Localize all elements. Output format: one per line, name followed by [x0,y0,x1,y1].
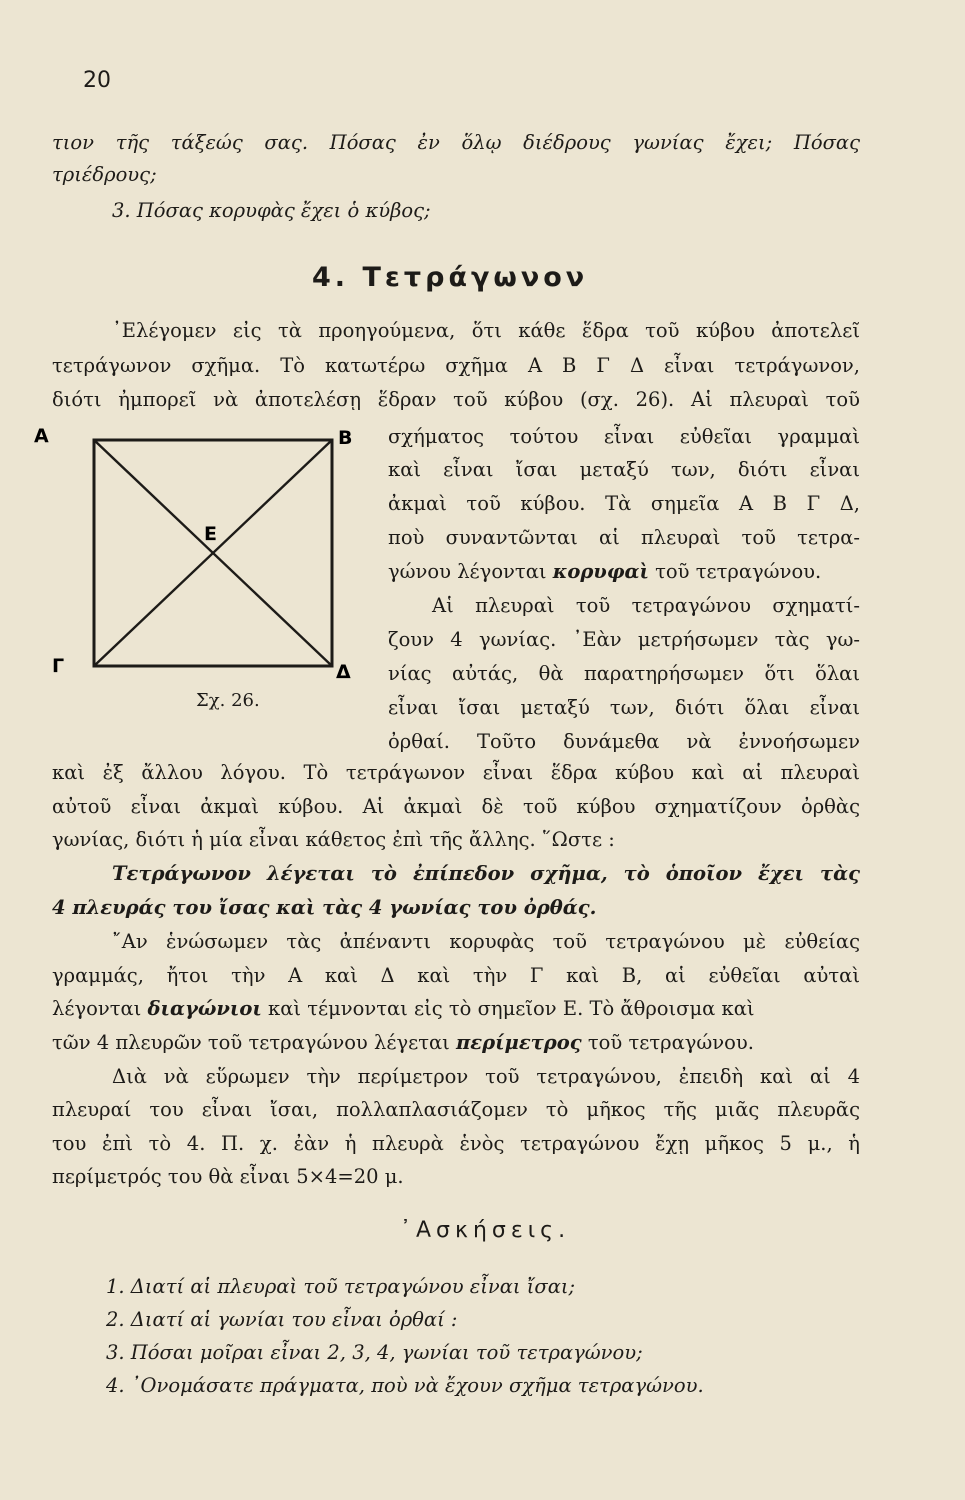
vertex-g-label: Γ [52,655,65,677]
exercises-heading: ᾿Ασκήσεις. [400,1218,571,1243]
text-line: Διὰ νὰ εὕρωμεν τὴν περίμετρον τοῦ τετραγώνου, ἐπειδὴ καὶ αἱ 4 [112,1065,860,1088]
vertex-d-label: Δ [336,661,351,683]
text-line: τριέδρους; [52,163,157,186]
text-line: αὐτοῦ εἶναι ἀκμαὶ κύβου. Αἱ ἀκμαὶ δὲ τοῦ κύβου σχηματίζουν ὀρθὰς [52,795,860,818]
square-figure [26,418,366,718]
page-number: 20 [83,68,111,93]
text-line: ζουν 4 γωνίας. ᾿Εὰν μετρήσωμεν τὰς γω- [388,628,860,651]
text-line: γραμμάς, ἤτοι τὴν Α καὶ Δ καὶ τὴν Γ καὶ Β, αἱ εὐθεῖαι αὐταὶ [52,964,860,987]
center-label: Ε [204,523,217,545]
exercise-item: 4. ᾿Ονομάσατε πράγματα, ποὺ νὰ ἔχουν σχῆμα τετραγώνου. [106,1374,704,1397]
exercise-item: 2. Διατί αἱ γωνίαι του εἶναι ὀρθαί : [106,1308,458,1331]
text-line: ῎Αν ἑνώσωμεν τὰς ἀπέναντι κορυφὰς τοῦ τετραγώνου μὲ εὐθείας [112,930,860,953]
text-line: ποὺ συναντῶνται αἱ πλευραὶ τοῦ τετρα- [388,526,860,549]
vertex-a-label: Α [34,425,49,447]
term-diagonioi: διαγώνιοι [147,997,262,1020]
text-line: καὶ ἐξ ἄλλου λόγου. Τὸ τετράγωνον εἶναι ἕδρα κύβου καὶ αἱ πλευραὶ [52,761,860,784]
text-line: λέγονται διαγώνιοι καὶ τέμνονται εἰς τὸ σημεῖον Ε. Τὸ ἄθροισμα καὶ [52,997,755,1020]
text-line: ἀκμαὶ τοῦ κύβου. Τὰ σημεῖα Α Β Γ Δ, [388,492,860,515]
term-perimetros: περίμετρος [456,1031,582,1054]
exercise-item: 3. Πόσας κορυφὰς ἔχει ὁ κύβος; [112,199,431,222]
exercise-item: 1. Διατί αἱ πλευραὶ τοῦ τετραγώνου εἶναι ἴσαι; [106,1275,576,1298]
definition-line: 4 πλευράς του ἴσας καὶ τὰς 4 γωνίας του ὀρθάς. [52,896,597,919]
vertex-b-label: Β [338,427,353,449]
text-line: εἶναι ἴσαι μεταξύ των, διότι ὅλαι εἶναι [388,696,860,719]
text-line: του ἐπὶ τὸ 4. Π. χ. ἐὰν ἡ πλευρὰ ἑνὸς τετραγώνου ἔχῃ μῆκος 5 μ., ἡ [52,1132,860,1155]
exercise-item: 3. Πόσαι μοῖραι εἶναι 2, 3, 4, γωνίαι τοῦ τετραγώνου; [106,1341,643,1364]
text-line: σχήματος τούτου εἶναι εὐθεῖαι γραμμαὶ [388,425,860,448]
text-line: τιον τῆς τάξεώς σας. Πόσας ἐν ὅλῳ διέδρους γωνίας ἔχει; Πόσας [52,131,860,154]
text-line: γώνου λέγονται κορυφαὶ τοῦ τετραγώνου. [388,560,822,583]
text-line: πλευραί του εἶναι ἴσαι, πολλαπλασιάζομεν τὸ μῆκος τῆς μιᾶς πλευρᾶς [52,1098,860,1121]
definition-line: Τετράγωνον λέγεται τὸ ἐπίπεδον σχῆμα, τὸ ὁποῖον ἔχει τὰς [112,862,860,885]
text-line: καὶ εἶναι ἴσαι μεταξύ των, διότι εἶναι [388,458,860,481]
text-line: τῶν 4 πλευρῶν τοῦ τετραγώνου λέγεται περίμετρος τοῦ τετραγώνου. [52,1031,754,1054]
figure-caption: Σχ. 26. [196,690,260,711]
text-line: Αἱ πλευραὶ τοῦ τετραγώνου σχηματί- [432,594,860,617]
text-line: περίμετρός του θὰ εἶναι 5×4=20 μ. [52,1165,404,1188]
term-koryphai: κορυφαὶ [552,560,649,583]
text-line: γωνίας, διότι ἡ μία εἶναι κάθετος ἐπὶ τῆς ἄλλης. ῞Ωστε : [52,828,615,851]
text-line: νίας αὐτάς, θὰ παρατηρήσωμεν ὅτι ὅλαι [388,662,860,685]
text-line: τετράγωνον σχῆμα. Τὸ κατωτέρω σχῆμα Α Β Γ Δ εἶναι τετράγωνον, [52,354,860,377]
text-line: ὀρθαί. Τοῦτο δυνάμεθα νὰ ἐννοήσωμεν [388,730,860,753]
text-line: διότι ἠμπορεῖ νὰ ἀποτελέσῃ ἕδραν τοῦ κύβου (σχ. 26). Αἱ πλευραὶ τοῦ [52,388,860,411]
section-heading: 4. Τετράγωνον [312,262,589,293]
text-line: ᾿Ελέγομεν εἰς τὰ προηγούμενα, ὅτι κάθε ἕδρα τοῦ κύβου ἀποτελεῖ [112,319,860,342]
